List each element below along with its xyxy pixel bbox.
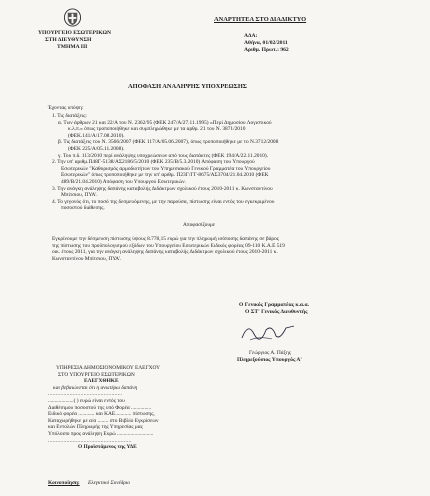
handwritten-signature bbox=[238, 318, 298, 344]
document-title: ΑΠΟΦΑΣΗ ΑΝΑΛΗΨΗΣ ΥΠΟΧΡΕΩΣΗΣ bbox=[128, 83, 247, 90]
signatory-role-secondary: Ο ΣΤ' Γενικός Διευθυντής bbox=[245, 309, 308, 315]
consideration-line: Μπίτσιου, ΠΥΑ'. bbox=[61, 192, 98, 199]
section-name: ΤΜΗΜΑ ΙΙΙ bbox=[57, 44, 88, 50]
audit-line: ΥΠΗΡΕΣΙΑ ΔΗΜΟΣΙΟΝΟΜΙΚΟΥ ΕΛΕΓΧΟΥ bbox=[56, 365, 160, 371]
ministry-name: ΥΠΟΥΡΓΕΙΟ ΕΣΩΤΕΡΙΚΩΝ bbox=[38, 30, 112, 36]
audit-line: Ειδικό φορέα ............ και ΚΑΕ............ πίστωσης, bbox=[48, 411, 155, 418]
consideration-line: κ.λ.π.» όπως τροποποιήθηκε και συμπληρώθηκε με τα αρθρ. 21 του Ν. 3871/2010 bbox=[68, 126, 246, 133]
ada-label: ΑΔΑ: bbox=[244, 33, 258, 39]
distribution-recipient: Ελεγκτικό Συνέδριο bbox=[88, 480, 131, 486]
consideration-line: 2. Την υπ' αριθμ.Π48Γ-5138/ΑΣ2186/5/2010 (ΦΕΚ 235/Β/5.3.2010) Απόφαση του Υπουργού bbox=[52, 159, 255, 166]
consideration-line: Εσωτερικών "Καθορισμός αρμοδιοτήτων του Υπηρεσιακού Γενικού Γραμματέα του Υπουργείου bbox=[61, 165, 271, 172]
decision-text bbox=[52, 236, 402, 262]
audit-line: και βεβαιώνεται ότι η ανωτέρω δαπάνη bbox=[53, 384, 138, 391]
decision-heading: Αποφασίζουμε bbox=[183, 222, 216, 228]
consideration-line: γ. Του π.δ. 113/2010 περί ανάληψης υποχρεώσεων από τους διατάκτες (ΦΕΚ 194/Α/22.11.2010). bbox=[58, 152, 269, 159]
audit-line: και Εντολών Πληρωμής της Υπηρεσίας μας bbox=[48, 424, 143, 431]
consideration-line: α. Των άρθρων 21 και 22/Α του Ν. 2362/95 (ΦΕΚ 247/Α/27.11.1995) «Περί Δημοσίου Λογιστικού bbox=[58, 119, 272, 126]
consideration-line: β. Τις διατάξεις του Ν. 3566/2007 (ΦΕΚ 117/Α/05.06.2007), όπως τροποποιήθηκε με το Ν.3712/2008 bbox=[58, 139, 279, 146]
considering-label: Έχοντας υπόψη: bbox=[48, 105, 84, 111]
greek-coat-of-arms-icon bbox=[63, 8, 82, 27]
audit-line: Διαθέσιμου ποσοστού της υπό Φορέα ............... bbox=[48, 404, 152, 411]
posting-notice: ΑΝΑΡΤΗΤΕΑ ΣΤΟ ΔΙΑΔΙΚΤΥΟ bbox=[214, 16, 307, 23]
audit-stamp bbox=[48, 365, 198, 451]
audit-line: ...................( ) ευρώ είναι εντός του bbox=[48, 397, 125, 404]
directorate-name: ΣΤΗ ΔΙΕΥΘΥΝΣΗ bbox=[45, 37, 92, 43]
consideration-line: 4. Το γεγονός ότι, το ποσό της δεσμευόμενης, με την παρούσα, πίστωσης είναι εντός του εγκεκριμένου bbox=[52, 198, 275, 205]
audit-line: Ο Προϊστάμενος της ΥΔΕ bbox=[78, 444, 137, 451]
protocol-number: Αριθμ. Πρωτ.: 962 bbox=[244, 47, 289, 53]
audit-line: ................................................ bbox=[48, 391, 123, 398]
signatory-name: Γεώργιος Α. Πάξης bbox=[249, 350, 291, 356]
audit-line: ...................................................... bbox=[48, 437, 132, 444]
audit-line: ΣΤΟ ΥΠΟΥΡΓΕΙΟ ΕΣΩΤΕΡΙΚΩΝ bbox=[58, 371, 135, 378]
consideration-line: (ΦΕΚ 225/Α/05.11.2008). bbox=[68, 145, 125, 152]
decision-line: Εγκρίνουμε την δέσμευση πίστωσης ύψους 8.778,15 ευρώ για την πληρωμή ισόποσης δαπάνης σε βάρος bbox=[52, 236, 279, 242]
consideration-line: 3. Την ανάγκη ανάληψης δαπάνης καταβολής Διδάκτρων σχολικού έτους 2010-2011 κ. Κωνσταντίνου bbox=[52, 185, 273, 192]
decision-line: της πίστωσης του προϋπολογισμού εξόδων του Υπουργείου Εσωτερικών Ειδικός φορέας 09-110 Κ.Α.Ε 519 bbox=[52, 242, 285, 249]
document-date: Αθήνα, 01/02/2011 bbox=[244, 40, 288, 46]
signatory-role: Ο Γενικός Γραμματέας κ.α.α. bbox=[239, 302, 309, 308]
decision-line: οικ. έτους 2011, για την ανάγκη ανάληψης δαπάνης καταβολής Διδάκτρων σχολικού έτους 2010-2011 κ. bbox=[52, 249, 278, 256]
distribution-label: Κοινοποίηση: bbox=[48, 480, 80, 486]
audit-line: ΕΛΕΓΧΘΗΚΕ bbox=[84, 378, 119, 385]
considerations-list bbox=[52, 113, 402, 212]
audit-line: Καταχωρήθηκε με α/α ........ στο Βιβλίο Εγκρίσεων bbox=[48, 417, 159, 424]
consideration-line: ποσοστού διάθεσης. bbox=[61, 205, 105, 212]
consideration-line: 1. Τις διατάξεις: bbox=[52, 113, 87, 119]
consideration-line: (ΦΕΚ.141/Α/17.08.2010). bbox=[68, 132, 125, 139]
consideration-line: 489/Β/21.04.2010) Απόφαση του Υπουργού Εσωτερικών. bbox=[61, 178, 186, 185]
audit-line: Υπόλοιπο προς ανάληψη Ευρώ ........................... bbox=[48, 430, 154, 437]
consideration-line: Εσωτερικών" όπως τροποποιήθηκε με την υπ' αριθμ. Π23Γ/ΓΓ-8675/ΑΣ3704/21.04.2010 (ΦΕΚ bbox=[61, 172, 269, 179]
signatory-title: Πληρεξούσιος Υπουργός Α' bbox=[237, 357, 302, 363]
decision-line: Κωνσταντίνου Μπίτσιου, ΠΥΑ'. bbox=[52, 255, 122, 262]
